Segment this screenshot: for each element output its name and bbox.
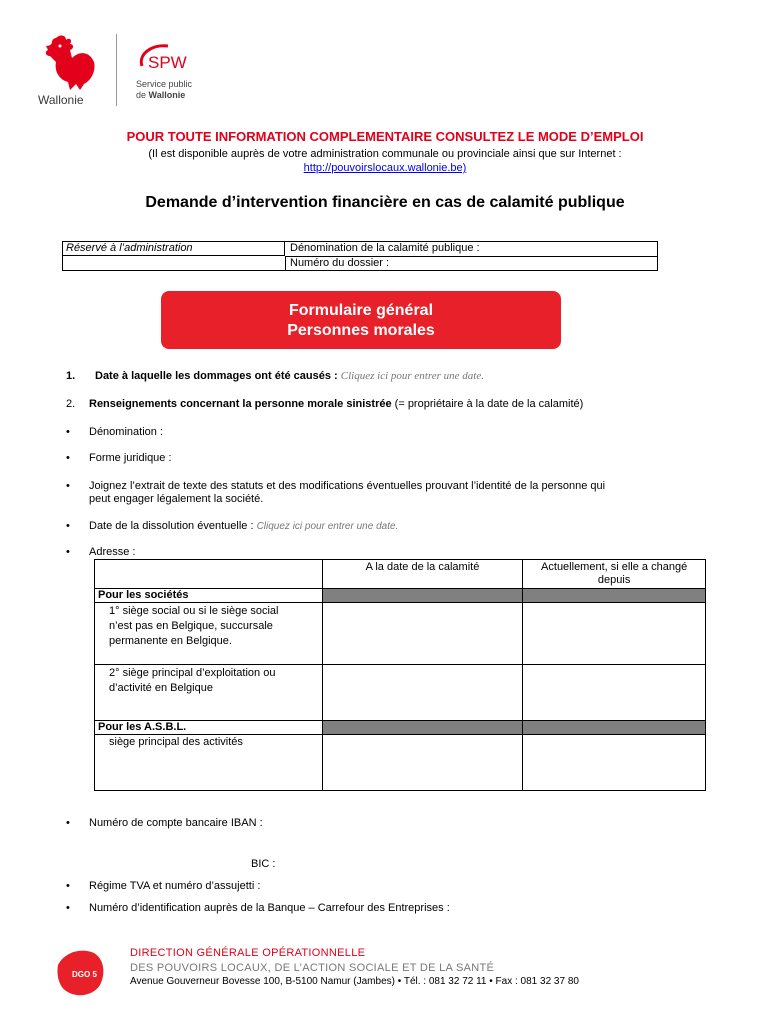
admin-empty-cell: [63, 256, 286, 270]
info-subtitle: (Il est disponible auprès de votre administration communale ou provinciale ainsi que sur Internet :: [148, 148, 622, 160]
admin-denomination-label: Dénomination de la calamité publique :: [290, 242, 480, 254]
bce-field[interactable]: Numéro d’identification auprès de la Banque – Carrefour des Entreprises :: [89, 902, 450, 914]
address-table: [94, 559, 706, 791]
address-header-empty: [95, 560, 323, 589]
banner-line1: Formulaire général: [288, 302, 434, 319]
tva-field[interactable]: Régime TVA et numéro d’assujetti :: [89, 880, 261, 892]
col-header-date: A la date de la calamité: [322, 560, 523, 589]
bullet-icon: •: [66, 480, 70, 492]
section-2: [89, 398, 583, 410]
bullet-icon: •: [66, 546, 70, 558]
footer-address: Avenue Gouverneur Bovesse 100, B-5100 Namur (Jambes) • Tél. : 081 32 72 11 • Fax : 081 32 37 80: [130, 976, 579, 987]
dissolution-label: Date de la dissolution éventuelle :: [89, 520, 254, 532]
bullet-icon: •: [66, 426, 70, 438]
siege-social-label: 1° siège social ou si le siège social n’est pas en Belgique, succursale permanente en Belgique.: [95, 603, 323, 665]
dissolution-row: [89, 520, 398, 532]
iban-field[interactable]: Numéro de compte bancaire IBAN :: [89, 817, 263, 829]
col-header-now: Actuellement, si elle a changé depuis: [523, 560, 706, 589]
spw-logo: [134, 40, 204, 78]
admin-table: [62, 241, 658, 271]
asbl-siege-date-input[interactable]: [322, 735, 523, 791]
section-2-suffix: (= propriétaire à la date de la calamité): [394, 398, 584, 410]
dissolution-date-field[interactable]: Cliquez ici pour entrer une date.: [256, 521, 399, 532]
page-title: Demande d’intervention financière en cas de calamité publique: [145, 194, 625, 211]
info-link[interactable]: http://pouvoirslocaux.wallonie.be): [303, 162, 467, 174]
asbl-siege-label: siège principal des activités: [95, 735, 323, 791]
info-title: POUR TOUTE INFORMATION COMPLEMENTAIRE CONSULTEZ LE MODE D’EMPLOI: [126, 129, 644, 144]
wallonie-label: Wallonie: [38, 93, 84, 107]
siege-exploitation-now-input[interactable]: [523, 665, 706, 721]
societes-header: Pour les sociétés: [95, 589, 323, 603]
bullet-icon: •: [66, 520, 70, 532]
joignez-line1: Joignez l’extrait de texte des statuts et des modifications éventuelles prouvant l’identité de la personne qui: [89, 480, 606, 492]
dgo5-badge-text: DGO 5: [72, 970, 97, 979]
adresse-label: Adresse :: [89, 546, 136, 558]
siege-exploitation-date-input[interactable]: [322, 665, 523, 721]
header-separator: [116, 34, 117, 106]
bullet-icon: •: [66, 902, 70, 914]
spw-logo-text: SPW: [148, 53, 187, 72]
section-2-label: Renseignements concernant la personne morale sinistrée: [89, 398, 392, 410]
siege-social-date-input[interactable]: [322, 603, 523, 665]
bullet-icon: •: [66, 452, 70, 464]
section-1-label: Date à laquelle les dommages ont été causés :: [95, 370, 338, 382]
gray-cell: [523, 589, 706, 603]
denomination-field[interactable]: Dénomination :: [89, 426, 163, 438]
dgo5-logo: [54, 945, 108, 999]
asbl-header: Pour les A.S.B.L.: [95, 721, 323, 735]
bullet-icon: •: [66, 817, 70, 829]
joignez-line2: peut engager légalement la société.: [89, 493, 264, 505]
admin-dossier-label: Numéro du dossier :: [290, 257, 390, 269]
siege-social-now-input[interactable]: [523, 603, 706, 665]
spw-line2: de Wallonie: [136, 90, 186, 100]
section-1-number: 1.: [66, 370, 76, 382]
siege-exploitation-label: 2° siège principal d’exploitation ou d’activité en Belgique: [95, 665, 323, 721]
gray-cell: [322, 721, 523, 735]
damage-date-field[interactable]: Cliquez ici pour entrer une date.: [340, 370, 484, 382]
form-banner: [161, 291, 561, 349]
section-2-number: 2.: [66, 398, 76, 410]
admin-reserved-label: Réservé à l’administration: [63, 242, 285, 256]
spw-line1: Service public: [136, 79, 193, 89]
gray-cell: [523, 721, 706, 735]
banner-line2: Personnes morales: [287, 322, 435, 339]
section-1: [95, 370, 484, 382]
gray-cell: [322, 589, 523, 603]
bullet-icon: •: [66, 880, 70, 892]
forme-juridique-field[interactable]: Forme juridique :: [89, 452, 172, 464]
footer-line2: DES POUVOIRS LOCAUX, DE L’ACTION SOCIALE ET DE LA SANTÉ: [130, 962, 495, 974]
info-link-line: [0, 162, 770, 174]
bic-field[interactable]: BIC :: [251, 858, 276, 870]
footer-line1: DIRECTION GÉNÉRALE OPÉRATIONNELLE: [130, 947, 366, 959]
wallonie-rooster-logo: [36, 32, 98, 92]
asbl-siege-now-input[interactable]: [523, 735, 706, 791]
